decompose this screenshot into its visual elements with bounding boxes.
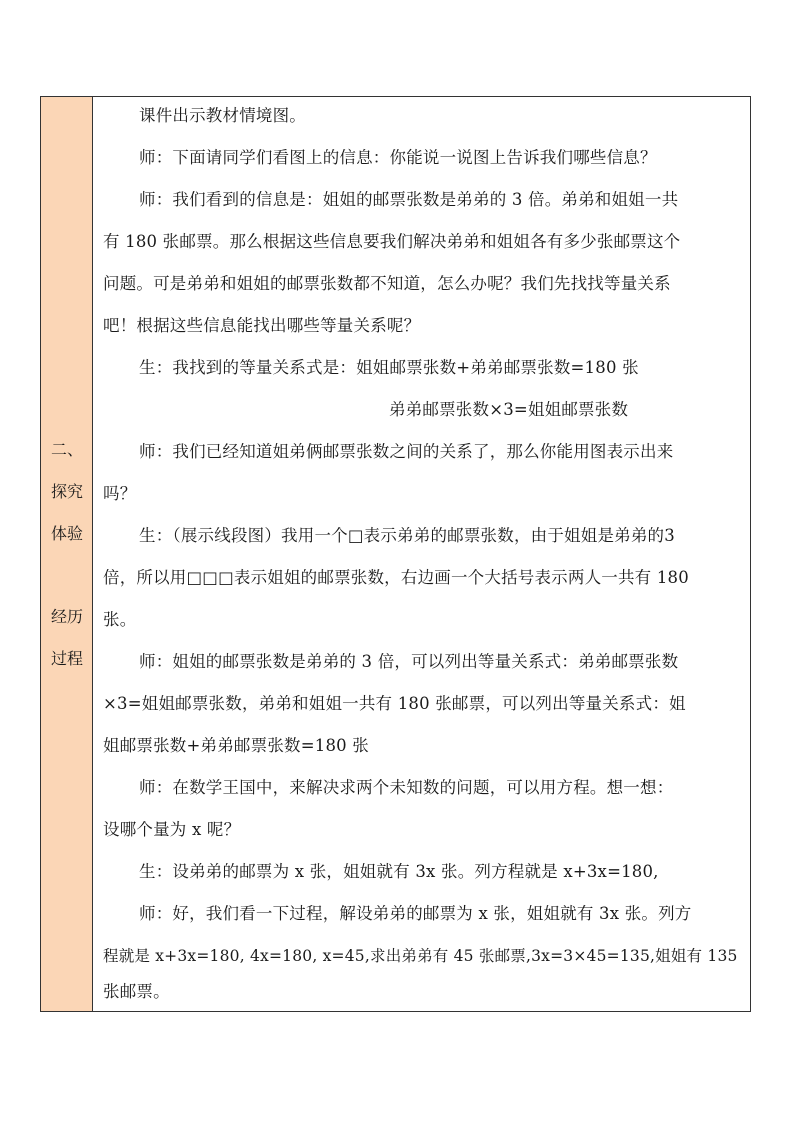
content-line: 课件出示教材情境图。	[139, 106, 306, 125]
content-line: 师：下面请同学们看图上的信息：你能说一说图上告诉我们哪些信息？	[139, 148, 657, 167]
content-line: 生：设弟弟的邮票为 x 张，姐姐就有 3x 张。列方程就是 x+3x=180,	[139, 862, 659, 881]
content-line: 倍，所以用□□□表示姐姐的邮票张数，右边画一个大括号表示两人一共有 180	[103, 568, 689, 587]
content-line: 师：好，我们看一下过程，解设弟弟的邮票为 x 张，姐姐就有 3x 张。列方	[139, 904, 692, 923]
content-line: 姐邮票张数+弟弟邮票张数=180 张	[103, 736, 369, 755]
content-line: ×3=姐姐邮票张数，弟弟和姐姐一共有 180 张邮票，可以列出等量关系式：姐	[103, 694, 686, 713]
content-line: 有 180 张邮票。那么根据这些信息要我们解决弟弟和姐姐各有多少张邮票这个	[103, 232, 681, 251]
content-line: 张。	[103, 610, 137, 629]
lesson-content-cell	[93, 97, 750, 1011]
section-label-line: 过程	[50, 649, 83, 668]
section-label-line: 体验	[50, 524, 83, 543]
content-line: 吗？	[103, 484, 137, 503]
lesson-table	[40, 96, 751, 1012]
section-label-line: 二、	[50, 440, 83, 459]
content-line: 设哪个量为 x 呢？	[103, 820, 241, 839]
content-line: 弟弟邮票张数×3=姐姐邮票张数	[389, 400, 629, 419]
content-line: 师：我们看到的信息是：姐姐的邮票张数是弟弟的 3 倍。弟弟和姐姐一共	[139, 190, 679, 209]
content-line: 生：我找到的等量关系式是：姐姐邮票张数+弟弟邮票张数=180 张	[139, 358, 639, 377]
content-line: 程就是 x+3x=180, 4x=180, x=45,求出弟弟有 45 张邮票,3x=3×45=135,姐姐有 135	[103, 947, 738, 965]
content-line: 张邮票。	[103, 982, 170, 1001]
content-line: 问题。可是弟弟和姐姐的邮票张数都不知道，怎么办呢？我们先找找等量关系	[103, 274, 671, 293]
section-label-cell	[41, 97, 93, 1011]
section-label-line: 经历	[50, 607, 83, 626]
content-line: 生：（展示线段图）我用一个□表示弟弟的邮票张数，由于姐姐是弟弟的3	[139, 526, 675, 545]
content-line: 吧！根据这些信息能找出哪些等量关系呢？	[103, 316, 421, 335]
section-label-line: 探究	[50, 482, 83, 501]
content-line: 师：姐姐的邮票张数是弟弟的 3 倍，可以列出等量关系式：弟弟邮票张数	[139, 652, 679, 671]
content-line: 师：在数学王国中，来解决求两个未知数的问题，可以用方程。想一想：	[139, 778, 674, 797]
content-line: 师：我们已经知道姐弟俩邮票张数之间的关系了，那么你能用图表示出来	[139, 442, 674, 461]
